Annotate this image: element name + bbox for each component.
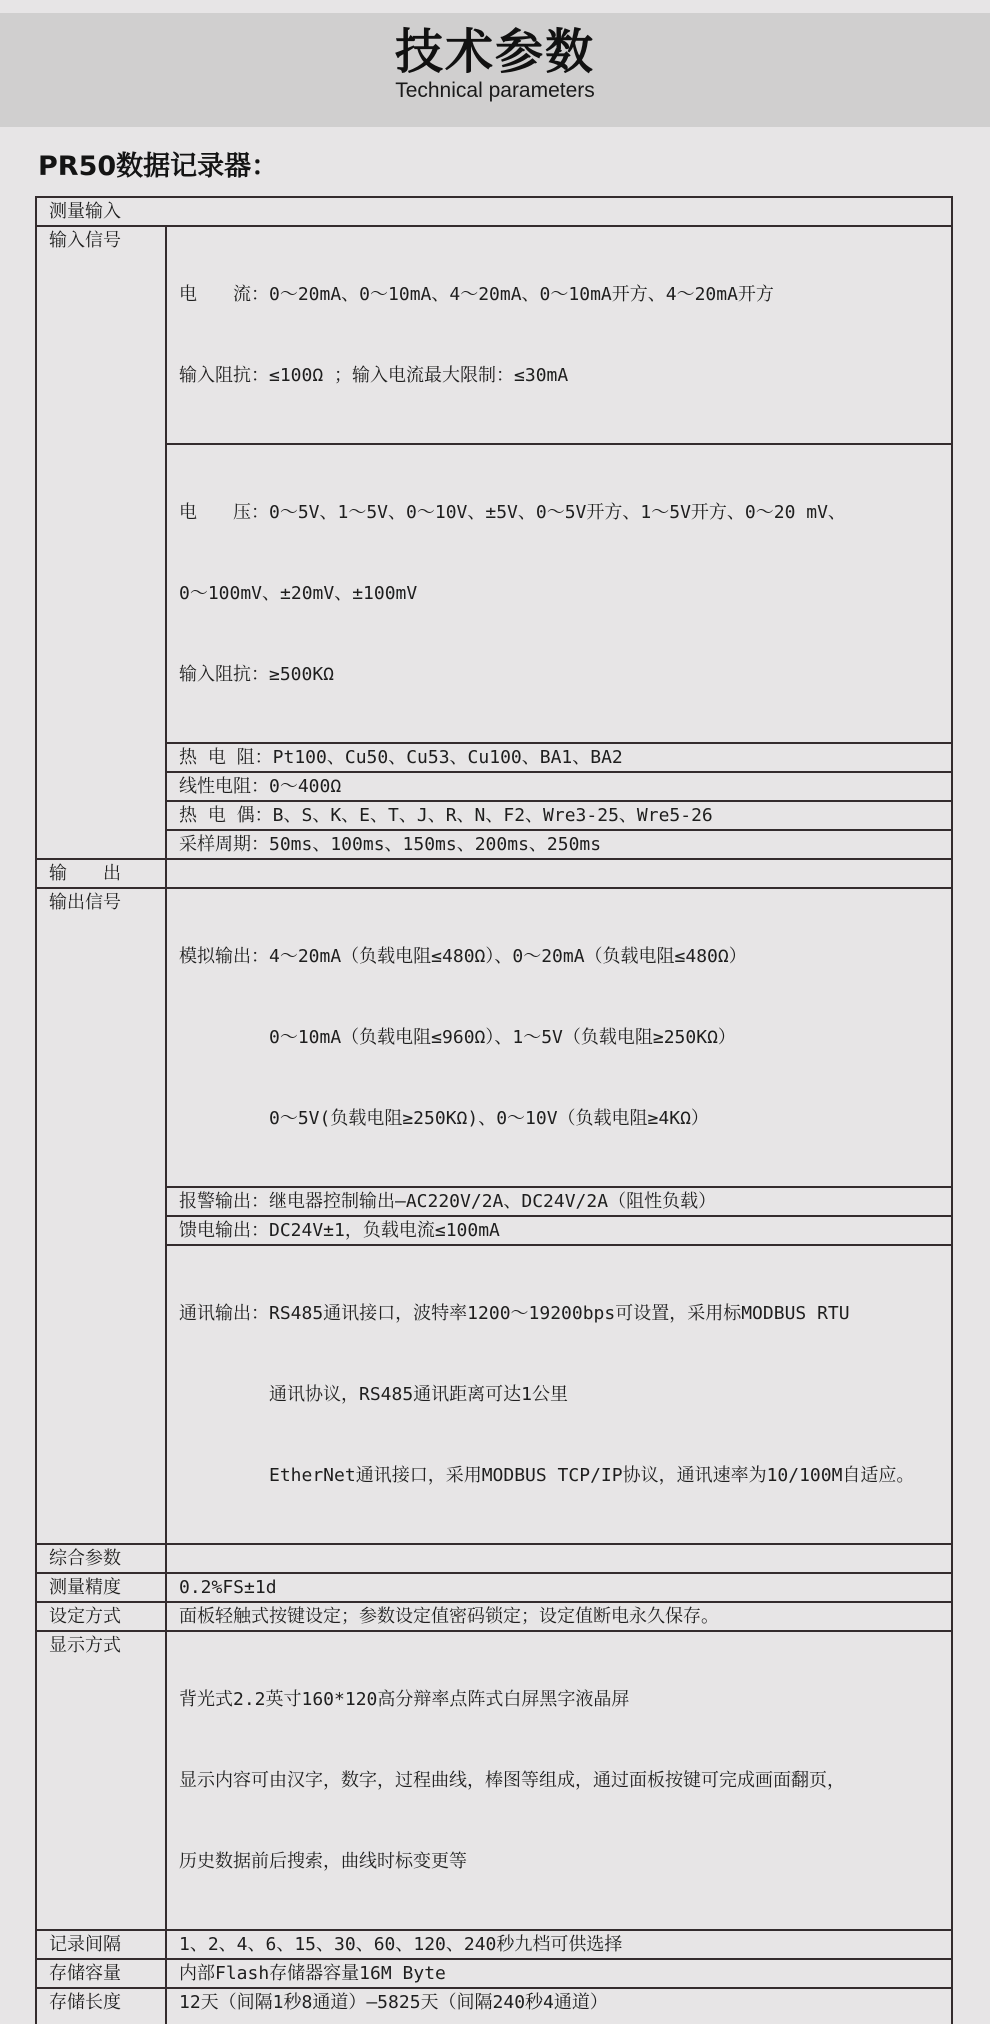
label-record-interval: 记录间隔 <box>36 1930 166 1959</box>
cell-input-linear-resistance: 线性电阻：0～400Ω <box>166 772 952 801</box>
row-storage-length <box>36 1988 952 2024</box>
input-voltage-line3: 输入阻抗：≥500KΩ <box>179 664 335 685</box>
label-output-signal: 输出信号 <box>36 888 166 1544</box>
label-storage-capacity: 存储容量 <box>36 1959 166 1988</box>
output-analog-line2: 0～10mA（负载电阻≤960Ω）、1～5V（负载电阻≥250KΩ） <box>269 1027 736 1048</box>
label-accuracy: 测量精度 <box>36 1573 166 1602</box>
section-general: 综合参数 <box>36 1544 166 1573</box>
label-storage-length: 存储长度 <box>36 1988 166 2024</box>
cell-input-voltage <box>166 444 952 743</box>
output-analog-line1: 模拟输出：4～20mA（负载电阻≤480Ω）、0～20mA（负载电阻≤480Ω） <box>179 946 747 967</box>
cell-output-analog <box>166 888 952 1187</box>
display-line1: 背光式2.2英寸160*120高分辩率点阵式白屏黑字液晶屏 <box>179 1689 630 1710</box>
input-voltage-line1: 电 压：0～5V、1～5V、0～10V、±5V、0～5V开方、1～5V开方、0～20 mV、 <box>179 502 846 523</box>
row-display <box>36 1631 952 1930</box>
cell-setting: 面板轻触式按键设定；参数设定值密码锁定；设定值断电永久保存。 <box>166 1602 952 1631</box>
section-measure-input: 测量输入 <box>36 197 952 226</box>
row-output-header <box>36 859 952 888</box>
cell-output-empty <box>166 859 952 888</box>
cell-output-alarm: 报警输出：继电器控制输出—AC220V/2A、DC24V/2A（阻性负载） <box>166 1187 952 1216</box>
row-measure-input-header <box>36 197 952 226</box>
product-heading: PR50数据记录器： <box>38 151 279 182</box>
row-record-interval <box>36 1930 952 1959</box>
output-analog-line3: 0～5V(负载电阻≥250KΩ)、0～10V（负载电阻≥4KΩ） <box>269 1108 709 1129</box>
spec-table <box>35 196 953 2024</box>
cell-accuracy: 0.2%FS±1d <box>166 1573 952 1602</box>
label-setting: 设定方式 <box>36 1602 166 1631</box>
output-comm-line2: 通讯协议，RS485通讯距离可达1公里 <box>269 1384 569 1405</box>
row-general-header <box>36 1544 952 1573</box>
input-voltage-line2: 0～100mV、±20mV、±100mV <box>179 583 418 604</box>
row-input-voltage <box>36 444 952 743</box>
cell-output-comm <box>166 1245 952 1544</box>
cell-output-power-feed: 馈电输出：DC24V±1，负载电流≤100mA <box>166 1216 952 1245</box>
page-title: 技术参数 <box>394 24 595 80</box>
cell-display <box>166 1631 952 1930</box>
row-setting <box>36 1602 952 1631</box>
row-input-sampling-period <box>36 830 952 859</box>
header-band <box>0 13 990 127</box>
page-subtitle: Technical parameters <box>395 79 595 102</box>
row-storage-capacity <box>36 1959 952 1988</box>
cell-storage-length: 12天（间隔1秒8通道）—5825天（间隔240秒4通道） <box>166 1988 952 2024</box>
output-comm-line1: 通讯输出：RS485通讯接口，波特率1200～19200bps可设置，采用标MODBUS RTU <box>179 1303 850 1324</box>
section-output: 输 出 <box>36 859 166 888</box>
row-output-alarm <box>36 1187 952 1216</box>
cell-input-thermocouple: 热 电 偶：B、S、K、E、T、J、R、N、F2、Wre3-25、Wre5-26 <box>166 801 952 830</box>
label-display: 显示方式 <box>36 1631 166 1930</box>
output-comm-line3: EtherNet通讯接口，采用MODBUS TCP/IP协议，通讯速率为10/100M自适应。 <box>269 1465 915 1486</box>
row-output-analog <box>36 888 952 1187</box>
cell-input-current <box>166 226 952 444</box>
cell-storage-capacity: 内部Flash存储器容量16M Byte <box>166 1959 952 1988</box>
row-accuracy <box>36 1573 952 1602</box>
cell-general-empty <box>166 1544 952 1573</box>
row-output-comm <box>36 1245 952 1544</box>
cell-record-interval: 1、2、4、6、15、30、60、120、240秒九档可供选择 <box>166 1930 952 1959</box>
input-current-line1: 电 流：0～20mA、0～10mA、4～20mA、0～10mA开方、4～20mA开方 <box>179 284 774 305</box>
row-output-power-feed <box>36 1216 952 1245</box>
display-line3: 历史数据前后搜索，曲线时标变更等 <box>179 1851 467 1872</box>
row-input-linear-resistance <box>36 772 952 801</box>
label-input-signal: 输入信号 <box>36 226 166 859</box>
row-input-rtd <box>36 743 952 772</box>
input-current-line2: 输入阻抗：≤100Ω ；输入电流最大限制：≤30mA <box>179 365 569 386</box>
display-line2: 显示内容可由汉字，数字，过程曲线，棒图等组成，通过面板按键可完成画面翻页， <box>179 1770 845 1791</box>
row-input-current <box>36 226 952 444</box>
cell-input-rtd: 热 电 阻：Pt100、Cu50、Cu53、Cu100、BA1、BA2 <box>166 743 952 772</box>
cell-input-sampling-period: 采样周期：50ms、100ms、150ms、200ms、250ms <box>166 830 952 859</box>
row-input-thermocouple <box>36 801 952 830</box>
